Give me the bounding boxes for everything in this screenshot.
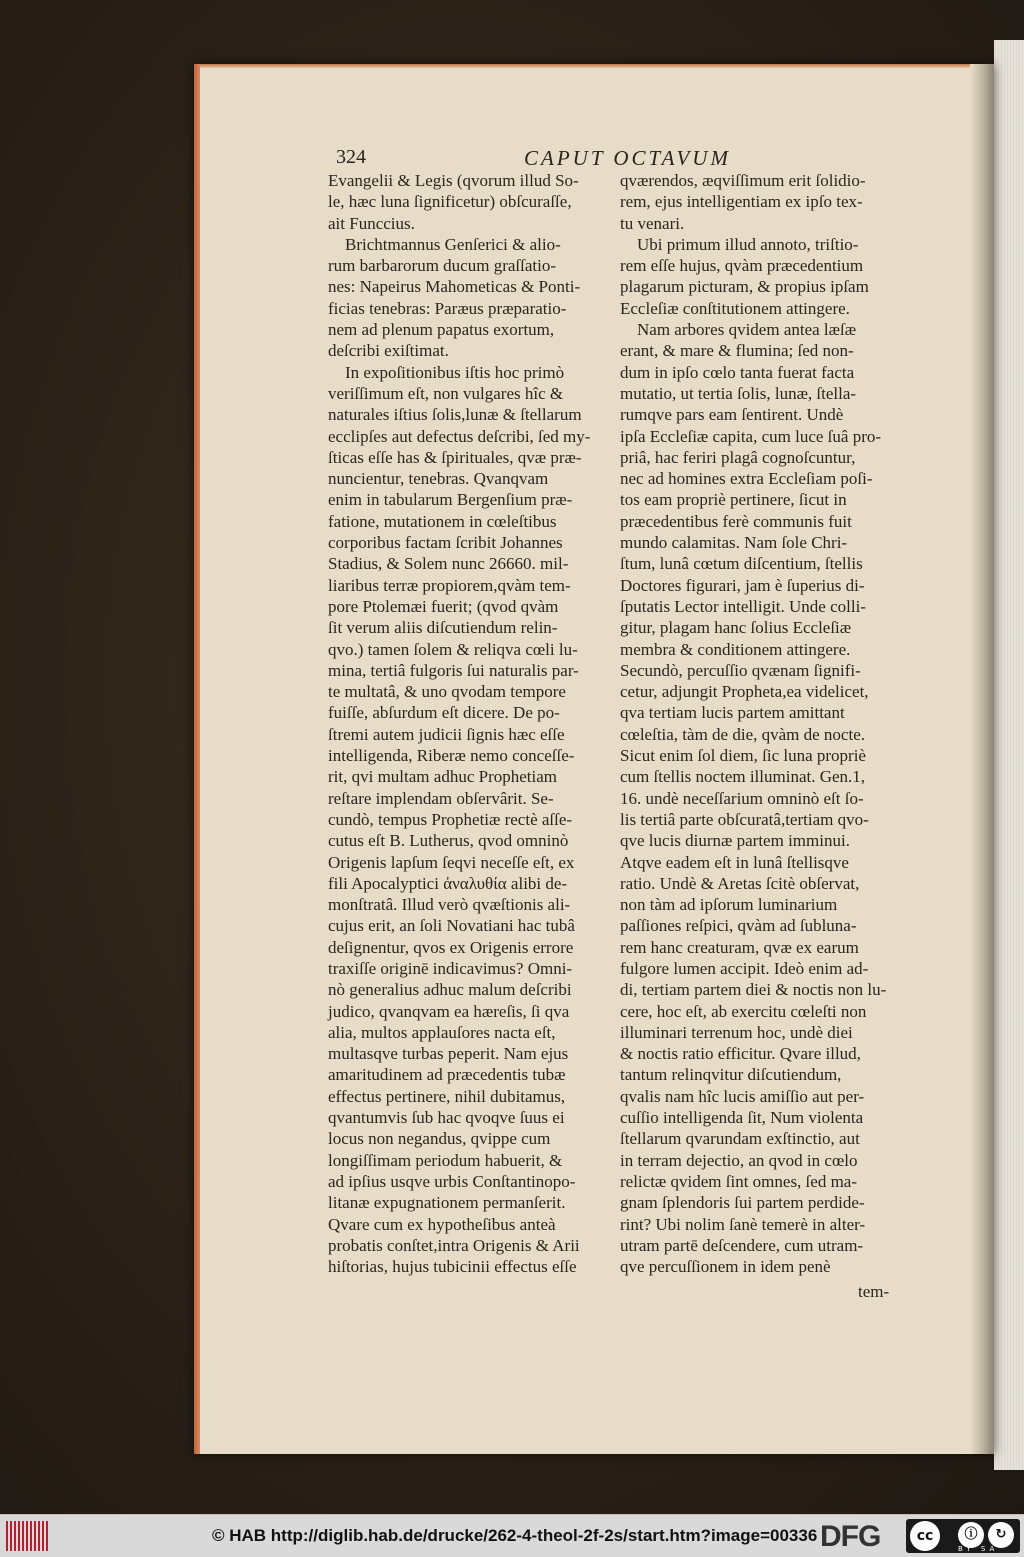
- text-line: qvo.) tamen ſolem & reliqva cœli lu-: [328, 639, 578, 659]
- text-line: ſit verum aliis diſcutiendum relin-: [328, 618, 558, 638]
- text-line: gnam ſplendoris ſui partem perdide-: [620, 1193, 865, 1213]
- text-line: utram partē deſcendere, cum utram-: [620, 1235, 864, 1255]
- text-line: nò generalius adhuc malum deſcribi: [328, 980, 572, 1000]
- text-line: dum in ipſo cœlo tanta fuerat facta: [620, 362, 855, 382]
- text-line: Evangelii & Legis (qvorum illud So-: [328, 171, 579, 190]
- license-labels: BY SA: [958, 1545, 999, 1553]
- text-line: rem, ejus intelligentiam ex ipſo tex-: [620, 192, 863, 212]
- text-line: qvantumvis ſub hac qvoqve ſuus ei: [328, 1108, 565, 1128]
- text-line: rit, qvi multam adhuc Prophetiam: [328, 767, 557, 787]
- dfg-logo: DFG: [820, 1520, 881, 1553]
- text-line: qvalis nam hîc lucis amiſſio aut per-: [620, 1086, 865, 1106]
- text-line: alia, multos applauſores nacta eſt,: [328, 1022, 556, 1042]
- text-line: di, tertiam partem diei & noctis non lu-: [620, 980, 887, 1000]
- text-line: qva tertiam lucis partem amittant: [620, 703, 845, 723]
- text-line: traxiſſe originē indicavimus? Omni-: [328, 958, 573, 978]
- text-line: nuncientur, tenebras. Qvanqvam: [328, 469, 549, 489]
- text-line: ſticas eſſe has & ſpirituales, qvæ præ-: [328, 447, 582, 467]
- barcode-logo-icon: [6, 1521, 48, 1551]
- text-line: fulgore lumen accipit. Ideò enim ad-: [620, 958, 869, 978]
- text-line: ſtremi autem judicii ſignis hæc eſſe: [328, 724, 565, 744]
- text-line: lis tertiâ parte obſcuratâ,tertiam qvo-: [620, 809, 869, 829]
- page-left-edge: [194, 64, 200, 1454]
- text-line: cujus erit, an ſoli Novatiani hac tubâ: [328, 916, 575, 936]
- page-top-edge: [194, 64, 994, 68]
- text-line: ecclipſes aut defectus deſcribi, ſed my-: [328, 426, 591, 446]
- footer-bar: [0, 1514, 1024, 1557]
- catchword: tem-: [858, 1282, 890, 1301]
- text-line: in terram dejectio, an qvod in cœlo: [620, 1150, 858, 1170]
- text-line: effectus pertinere, nihil dubitamus,: [328, 1086, 566, 1106]
- text-line: litanæ expugnationem permanſerit.: [328, 1193, 566, 1213]
- text-line: veriſſimum eſt, non vulgares hîc &: [328, 383, 564, 403]
- sa-icon: ↻: [988, 1522, 1014, 1548]
- text-line: ipſa Eccleſiæ capita, cum luce ſuâ pro-: [620, 426, 882, 446]
- text-line: In expoſitionibus iſtis hoc primò: [328, 362, 565, 382]
- text-line: fuiſſe, abſurdum eſt dicere. De po-: [328, 703, 560, 723]
- text-line: tos eam propriè pertinere, ſicut in: [620, 490, 847, 510]
- cc-license-badge[interactable]: [906, 1519, 1020, 1553]
- text-line: ſputatis Lector intelligit. Unde colli-: [620, 596, 866, 616]
- text-line: non tàm ad ipſorum luminarium: [620, 895, 838, 915]
- text-line: ficias tenebras: Paræus præparatio-: [328, 298, 567, 318]
- text-line: Sicut enim ſol diem, ſic luna propriè: [620, 746, 866, 766]
- left-text-column: [328, 170, 608, 1277]
- text-line: Nam arbores qvidem antea læſæ: [620, 320, 857, 340]
- text-line: le, hæc luna ſignificetur) obſcuraſſe,: [328, 192, 572, 212]
- text-line: naturales iſtius ſolis,lunæ & ſtellarum: [328, 405, 582, 425]
- text-line: rem hanc creaturam, qvæ ex earum: [620, 937, 859, 957]
- text-line: rumqve pars eam ſentirent. Undè: [620, 405, 844, 425]
- text-line: præcedentibus ferè communis fuit: [620, 511, 852, 531]
- text-line: qve percuſſionem in idem penè: [620, 1257, 831, 1277]
- text-line: & noctis ratio efficitur. Qvare illud,: [620, 1044, 861, 1064]
- text-line: ratio. Undè & Aretas ſcitè obſervat,: [620, 873, 860, 893]
- text-line: probatis conſtet,intra Origenis & Arii: [328, 1235, 580, 1255]
- text-line: ſtum, lunâ cœtum diſcentium, ſtellis: [620, 554, 863, 574]
- text-line: gitur, plagam hanc ſolius Eccleſiæ: [620, 618, 852, 638]
- copyright-url[interactable]: © HAB http://diglib.hab.de/drucke/262-4-theol-2f-2s/start.htm?image=00336: [212, 1526, 818, 1545]
- text-line: cetur, adjungit Propheta,ea videlicet,: [620, 682, 869, 702]
- text-line: mina, tertiâ fulgoris ſui naturalis par-: [328, 660, 579, 680]
- text-line: deſcribi exiſtimat.: [328, 341, 449, 361]
- text-line: Eccleſiæ conſtitutionem attingere.: [620, 298, 850, 318]
- by-icon: ⓘ: [958, 1522, 984, 1548]
- text-line: priâ, hac feriri plagâ cognoſcuntur,: [620, 447, 856, 467]
- text-line: plagarum picturam, & propius ipſam: [620, 277, 869, 297]
- text-line: ait Funccius.: [328, 213, 415, 233]
- page-gutter: [970, 64, 994, 1454]
- text-line: mutatio, ut tertia ſolis, lunæ, ſtella-: [620, 383, 857, 403]
- text-line: hiſtorias, hujus tubicinii effectus eſſe: [328, 1257, 577, 1277]
- text-line: cundò, tempus Prophetiæ rectè aſſe-: [328, 809, 573, 829]
- text-line: multasqve turbas peperit. Nam ejus: [328, 1044, 569, 1064]
- text-line: ſtellarum qvarundam exſtinctio, aut: [620, 1129, 860, 1149]
- text-line: Origenis lapſum ſeqvi neceſſe eſt, ex: [328, 852, 575, 872]
- bound-page-edges: [994, 40, 1024, 1470]
- text-line: cœleſtia, tàm de die, qvàm de nocte.: [620, 724, 865, 744]
- text-line: qve lucis diurnæ partem imminui.: [620, 831, 850, 851]
- text-line: paſſiones reſpici, qvàm ad ſubluna-: [620, 916, 857, 936]
- text-line: Ubi primum illud annoto, triſtio-: [620, 234, 859, 254]
- text-line: te multatâ, & uno qvodam tempore: [328, 682, 566, 702]
- text-line: Qvare cum ex hypotheſibus anteà: [328, 1214, 556, 1234]
- text-line: nes: Napeirus Mahometicas & Ponti-: [328, 277, 581, 297]
- text-line: rum barbarorum ducum graſſatio-: [328, 256, 557, 276]
- text-line: ad ipſius usqve urbis Conſtantinopo-: [328, 1171, 576, 1191]
- text-line: qværendos, æqviſſimum erit ſolidio-: [620, 171, 866, 190]
- text-line: cutus eſt B. Lutherus, qvod omninò: [328, 831, 569, 851]
- text-line: reſtare implendam obſervârit. Se-: [328, 788, 554, 808]
- text-line: Brichtmannus Genſerici & alio-: [328, 234, 561, 254]
- text-line: Secundò, percuſſio qvænam ſignifi-: [620, 660, 861, 680]
- running-head: CAPUT OCTAVUM: [524, 146, 731, 170]
- text-line: cere, hoc eſt, ab exercitu cœleſti non: [620, 1001, 867, 1021]
- text-line: deſignentur, qvos ex Origenis errore: [328, 937, 574, 957]
- text-line: intelligenda, Riberæ nemo conceſſe-: [328, 746, 575, 766]
- text-line: mundo calamitas. Nam ſole Chri-: [620, 533, 848, 553]
- text-line: erant, & mare & flumina; ſed non-: [620, 341, 854, 361]
- text-line: longiſſimam periodum habuerit, &: [328, 1150, 563, 1170]
- text-line: locus non negandus, qvippe cum: [328, 1129, 551, 1149]
- text-line: nec ad homines extra Eccleſiam poſi-: [620, 469, 873, 489]
- text-line: rem eſſe hujus, qvàm præcedentium: [620, 256, 864, 276]
- text-line: monſtratâ. Illud verò qvæſtionis ali-: [328, 895, 571, 915]
- text-line: relictæ qvidem ſint omnes, ſed ma-: [620, 1171, 858, 1191]
- page-number: 324: [336, 146, 366, 168]
- text-line: liaribus terræ propiorem,qvàm tem-: [328, 575, 571, 595]
- text-line: Atqve eadem eſt in lunâ ſtellisqve: [620, 852, 849, 872]
- text-line: nem ad plenum papatus exortum,: [328, 320, 555, 340]
- text-line: fatione, mutationem in cœleſtibus: [328, 511, 557, 531]
- text-line: tu venari.: [620, 213, 685, 233]
- cc-license-icon: cc: [910, 1521, 940, 1551]
- text-line: Doctores figurari, jam è ſuperius di-: [620, 575, 865, 595]
- text-line: cum ſtellis noctem illuminat. Gen.1,: [620, 767, 866, 787]
- text-line: judico, qvanqvam ea hæreſis, ſi qva: [328, 1001, 570, 1021]
- right-text-column: [620, 170, 906, 1277]
- text-line: membra & conditionem attingere.: [620, 639, 851, 659]
- text-line: tantum relinqvitur diſcutiendum,: [620, 1065, 842, 1085]
- text-line: Stadius, & Solem nunc 26660. mil-: [328, 554, 569, 574]
- text-line: illuminari terrenum hoc, undè diei: [620, 1022, 853, 1042]
- text-line: cuſſio intelligenda ſit, Num violenta: [620, 1108, 864, 1128]
- text-line: fili Apocalyptici ἀναλυθία alibi de-: [328, 873, 568, 893]
- text-line: amaritudinem ad præcedentis tubæ: [328, 1065, 566, 1085]
- text-line: enim in tabularum Bergenſium præ-: [328, 490, 573, 510]
- text-line: corporibus factam ſcribit Johannes: [328, 533, 563, 553]
- text-line: pore Ptolemæi fuerit; (qvod qvàm: [328, 596, 559, 616]
- text-line: rint? Ubi nolim ſanè temerè in alter-: [620, 1214, 866, 1234]
- text-line: 16. undè neceſſarium omninò eſt ſo-: [620, 788, 864, 808]
